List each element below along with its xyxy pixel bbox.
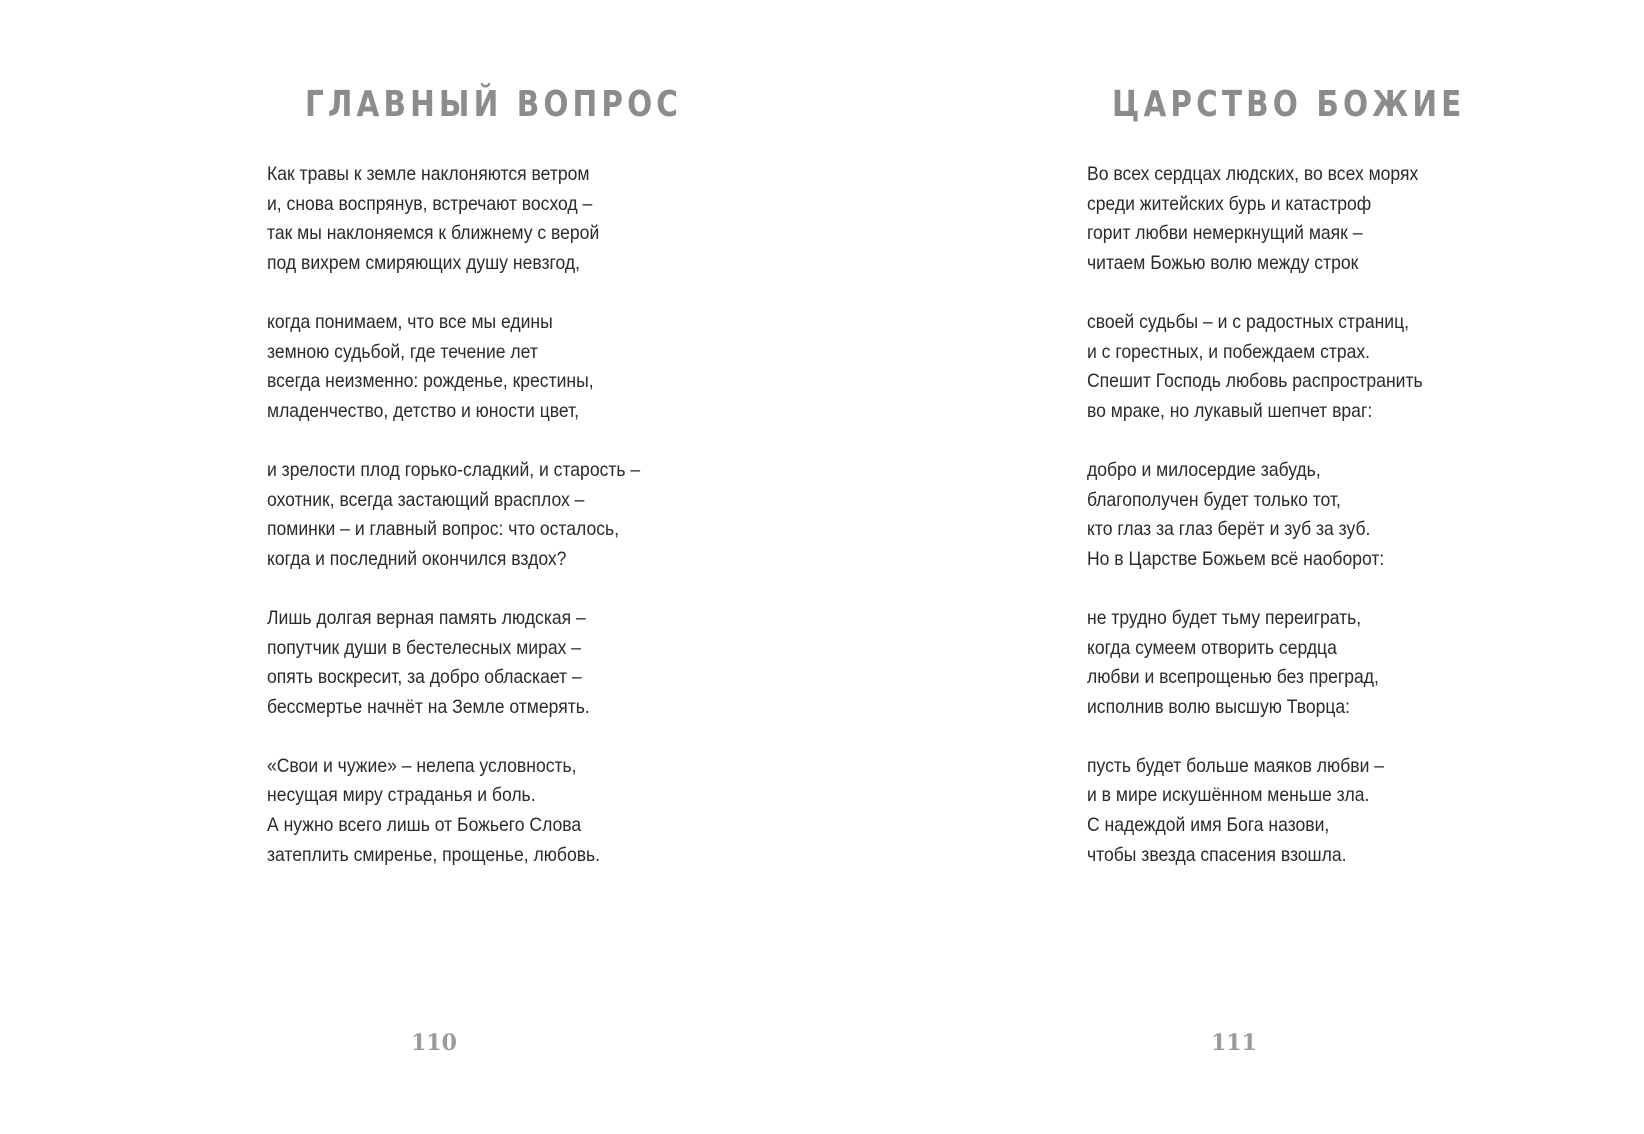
poem-line: А нужно всего лишь от Божьего Слова — [267, 814, 582, 837]
poem-line: Во всех сердцах людских, во всех морях — [1087, 163, 1419, 185]
poem-line: исполнив волю высшую Творца: — [1087, 695, 1351, 718]
poem-line: и с горестных, и побеждаем страх. — [1087, 340, 1371, 363]
poem-line: не трудно будет тьму переиграть, — [1087, 606, 1362, 629]
poem-title: ГЛАВНЫЙ ВОПРОС — [305, 84, 683, 125]
poem-line: охотник, всегда застающий врасплох – — [267, 488, 585, 511]
poem-line: когда и последний окончился вздох? — [267, 547, 567, 570]
poem-text — [1087, 160, 1423, 900]
poem-line: поминки – и главный вопрос: что осталось, — [267, 518, 620, 541]
poem-line: любви и всепрощенью без преград, — [1087, 666, 1379, 689]
poem-line: когда сумеем отворить сердца — [1087, 636, 1337, 659]
poem-line: опять воскресит, за добро обласкает – — [267, 666, 582, 689]
poem-line: горит любви немеркнущий маяк – — [1087, 222, 1363, 245]
page-number: 110 — [411, 1030, 457, 1056]
poem-line: Как травы к земле наклоняются ветром — [267, 163, 590, 185]
poem-line: благополучен будет только тот, — [1087, 488, 1341, 511]
poem-line: Но в Царстве Божьем всё наоборот: — [1087, 547, 1385, 570]
stanza — [267, 456, 640, 574]
poem-line: «Свои и чужие» – нелепа условность, — [267, 754, 577, 777]
poem-line: так мы наклоняемся к ближнему с верой — [267, 222, 600, 245]
poem-line: кто глаз за глаз берёт и зуб за зуб. — [1087, 518, 1371, 541]
poem-line: пусть будет больше маяков любви – — [1087, 754, 1385, 777]
stanza — [267, 160, 640, 278]
poem-line: Спешит Господь любовь распространить — [1087, 370, 1423, 393]
poem-line: и в мире искушённом меньше зла. — [1087, 784, 1370, 807]
stanza — [1087, 752, 1423, 870]
poem-line: младенчество, детство и юности цвет, — [267, 399, 580, 422]
poem-line: земною судьбой, где течение лет — [267, 340, 538, 363]
poem-line: среди житейских бурь и катастроф — [1087, 192, 1372, 215]
stanza — [267, 604, 640, 722]
page-number: 111 — [1211, 1030, 1257, 1056]
stanza — [267, 308, 640, 426]
poem-line: когда понимаем, что все мы едины — [267, 310, 553, 333]
poem-line: под вихрем смиряющих душу невзгод, — [267, 251, 581, 274]
poem-line: С надеждой имя Бога назови, — [1087, 814, 1330, 837]
stanza — [1087, 308, 1423, 426]
poem-title: ЦАРСТВО БОЖИЕ — [1112, 84, 1466, 125]
poem-line: затеплить смиренье, прощенье, любовь. — [267, 843, 601, 866]
stanza — [267, 752, 640, 870]
poem-line: несущая миру страданья и боль. — [267, 784, 536, 807]
poem-text — [267, 160, 640, 900]
poem-line: и зрелости плод горько-сладкий, и старость – — [267, 458, 641, 481]
poem-line: и, снова воспрянув, встречают восход – — [267, 192, 593, 215]
poem-line: попутчик души в бестелесных мирах – — [267, 636, 582, 659]
poem-line: читаем Божью волю между строк — [1087, 251, 1359, 274]
poem-line: чтобы звезда спасения взошла. — [1087, 843, 1347, 866]
stanza — [1087, 604, 1423, 722]
poem-line: бессмертье начнёт на Земле отмерять. — [267, 695, 590, 718]
stanza — [1087, 456, 1423, 574]
poem-line: во мраке, но лукавый шепчет враг: — [1087, 399, 1373, 422]
poem-line: Лишь долгая верная память людская – — [267, 606, 586, 629]
poem-line: всегда неизменно: рожденье, крестины, — [267, 370, 594, 393]
right-page — [822, 0, 1644, 1134]
poem-line: добро и милосердие забудь, — [1087, 458, 1321, 481]
poem-line: своей судьбы – и с радостных страниц, — [1087, 310, 1410, 333]
stanza — [1087, 160, 1423, 278]
